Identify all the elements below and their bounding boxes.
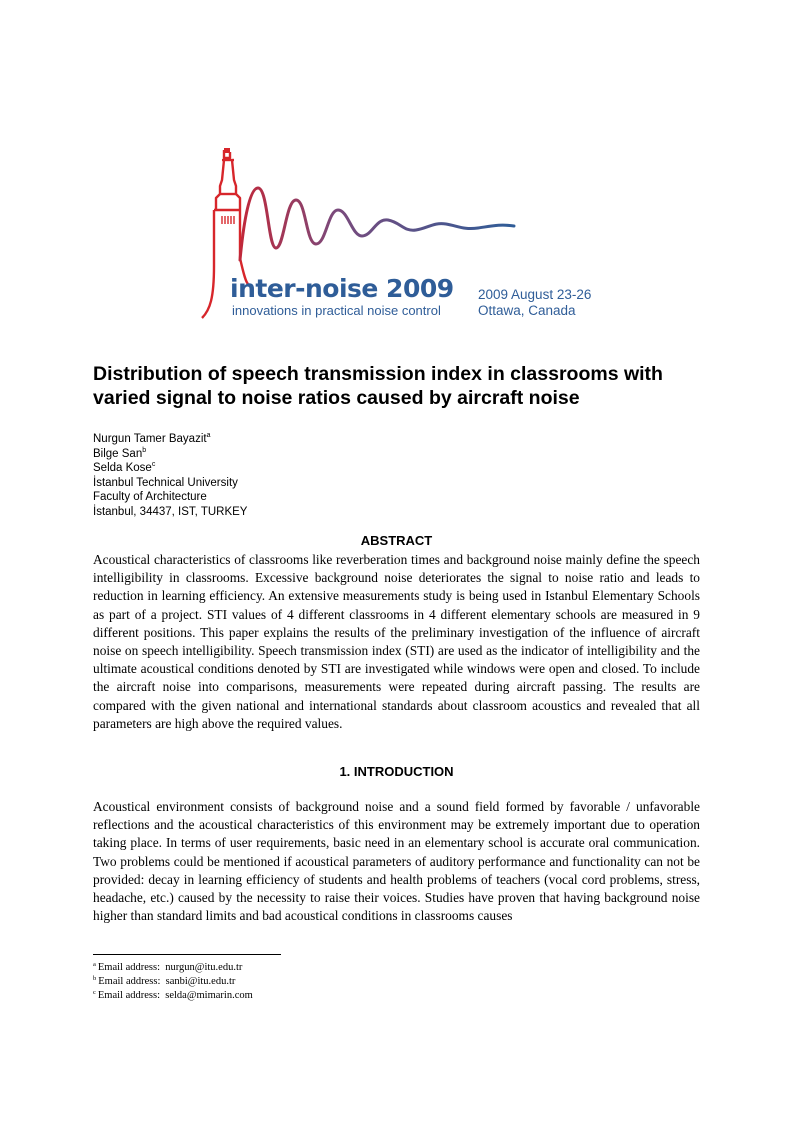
paper-title: Distribution of speech transmission index in classrooms with varied signal to noise ratios caused by aircraft noise	[93, 363, 663, 409]
footnote-label: Email address:	[97, 990, 160, 1001]
footnote-email: selda@mimarin.com	[165, 990, 253, 1001]
author-mark: a	[206, 432, 211, 439]
author-block	[93, 432, 247, 519]
footnote-mark: b	[93, 975, 97, 982]
author-line	[93, 447, 247, 462]
footnote-divider	[93, 954, 281, 955]
sound-wave-icon	[240, 188, 514, 260]
introduction-text: Acoustical environment consists of background noise and a sound field formed by favorable / unfavorable reflections and the acoustical characteristics of this environment may be extremely important due to operation taking place. In terms of user requirements, basic need in an elementary school is accurate oral communication. Two problems could be mentioned if acoustical parameters of auditory performance and functionality can not be provided: decay in learning efficiency of students and health problems of teachers (vocal cord problems, stress, headache, etc.) caused by the necessity to raise their voices. Studies have proven that having background noise higher than standard limits and bad acoustical conditions in classrooms causes	[93, 799, 700, 924]
footnote	[93, 961, 253, 975]
conference-location: Ottawa, Canada	[478, 303, 576, 318]
abstract-text: Acoustical characteristics of classrooms like reverberation times and background noise mainly define the speech intelligibility in classrooms. Excessive background noise deteriorates the signal to noise ratio and leads to reduction in learning efficiency. An extensive measurements study is being used in Istanbul Elementary Schools as part of a project. STI values of 4 different classrooms in 4 different elementary schools are measured in 9 different positions. This paper explains the results of the preliminary investigation of the influence of aircraft noise on speech intelligibility. Speech transmission index (STI) are used as the indicator of intelligibility and the ultimate acoustical conditions denoted by STI are investigated while windows were open and closed. To include the aircraft noise into comparisons, measurements were repeated during aircraft passing. The results are compared with the given national and international standards about classroom acoustics and revealed that all parameters are high above the required values.	[93, 552, 700, 731]
author-mark: b	[142, 446, 147, 454]
footnote-label: Email address:	[98, 976, 161, 987]
author-line	[93, 461, 247, 476]
author-mark: c	[151, 461, 156, 468]
footnote	[93, 989, 253, 1003]
introduction-heading: 1. INTRODUCTION	[339, 764, 454, 779]
footnote-mark: a	[93, 961, 96, 968]
footnote-email: sanbi@itu.edu.tr	[165, 976, 236, 987]
footnotes	[93, 961, 253, 1003]
affiliation-line: İstanbul, 34437, IST, TURKEY	[93, 505, 248, 518]
affiliation-line: İstanbul Technical University	[93, 476, 238, 489]
conference-name: inter-noise 2009	[230, 274, 454, 303]
tower-flag-icon	[224, 148, 230, 153]
conference-logo	[196, 148, 616, 323]
affiliation-line: Faculty of Architecture	[93, 491, 207, 503]
footnote-email: nurgun@itu.edu.tr	[165, 962, 243, 973]
author-name: Nurgun Tamer Bayazit	[93, 433, 207, 445]
tower-windows-icon	[222, 216, 234, 224]
footnote-mark: c	[93, 989, 96, 996]
abstract-heading: ABSTRACT	[360, 533, 433, 548]
author-line	[93, 432, 247, 447]
conference-date: 2009 August 23-26	[478, 287, 592, 302]
author-name: Selda Kose	[93, 462, 152, 474]
footnote-label: Email address:	[97, 962, 160, 973]
footnote	[93, 975, 253, 989]
conference-tagline: innovations in practical noise control	[232, 303, 441, 318]
author-name: Bilge San	[93, 447, 143, 460]
